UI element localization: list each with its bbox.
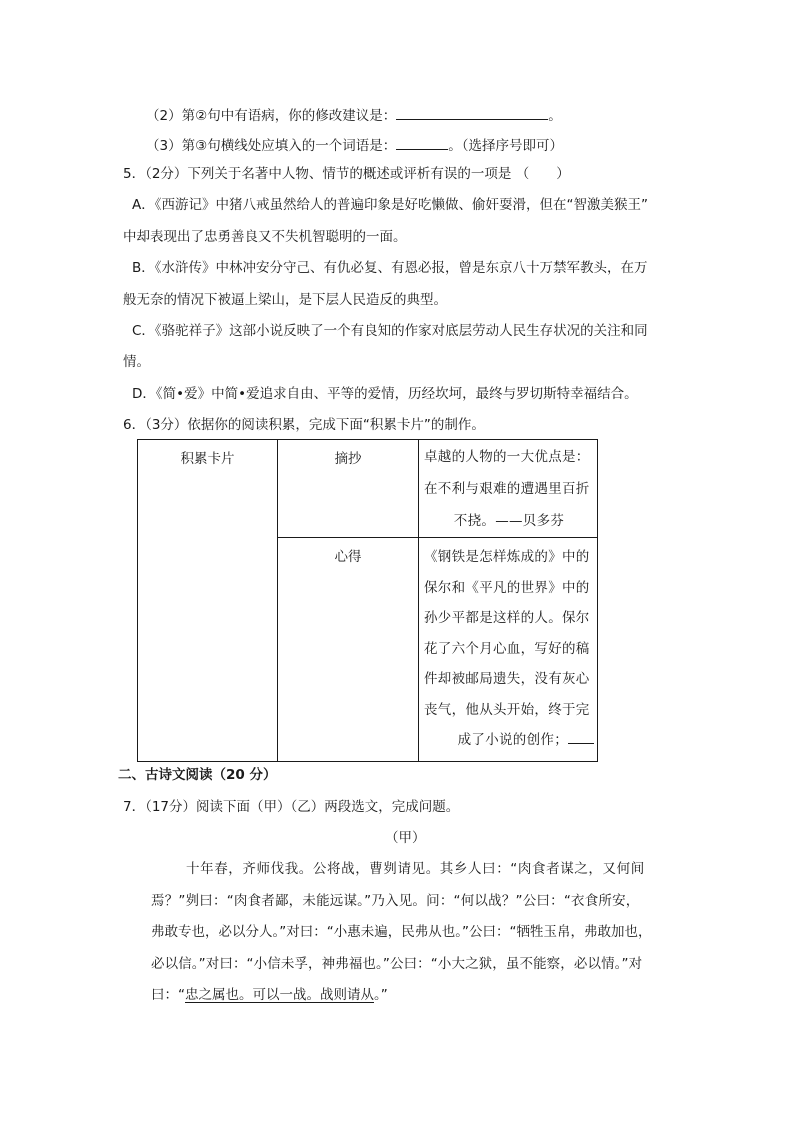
passage-label: （甲） — [385, 830, 426, 846]
excerpt-line: 不挠。——贝多芬 — [453, 513, 565, 529]
insight-line: 保尔和《平凡的世界》中的 — [424, 579, 590, 596]
card-title-cell — [138, 440, 278, 762]
underlined-sentence: 忠之属也。可以一战。战则请从 — [185, 987, 374, 1003]
excerpt-line: 在不利与艰难的遭遇里百折 — [424, 481, 590, 497]
q5-option-d: D．《简•爱》中简•爱追求自由、平等的爱情，历经坎坷，最终与罗切斯特幸福结合。 — [132, 386, 638, 402]
q4-sub3: （3）第③句横线处应填入的一个词语是： 。（选择序号即可） — [146, 135, 563, 155]
q5-option-c: C．《骆驼祥子》这部小说反映了一个有良知的作家对底层劳动人民生存状况的关注和同 — [132, 323, 648, 339]
insight-cell — [419, 538, 598, 762]
section-heading: 二、古诗文阅读（20 分） — [118, 767, 277, 783]
passage-line: 焉？”刿曰：“肉食者鄙，未能远谋。”乃入见。问：“何以战？”公曰：“衣食所安， — [151, 893, 640, 909]
q5-option-b-cont: 般无奈的情况下被逼上梁山，是下层人民造反的典型。 — [123, 292, 447, 308]
insight-label-cell — [278, 538, 419, 762]
answer-blank[interactable] — [396, 135, 448, 150]
excerpt-line: 卓越的人物的一大优点是： — [424, 449, 590, 465]
insight-line: 件却被邮局遗失，没有灰心 — [424, 671, 590, 687]
q6-stem: 6．（3分）依据你的阅读积累，完成下面“积累卡片”的制作。 — [123, 417, 485, 433]
insight-line: 花了六个月心血，写好的稿 — [424, 640, 590, 657]
q5-option-a: A．《西游记》中猪八戒虽然给人的普遍印象是好吃懒做、偷奸耍滑，但在“智激美猴王” — [132, 197, 648, 213]
insight-line-last: 成了小说的创作； — [424, 725, 594, 756]
insight-line: 《钢铁是怎样炼成的》中的 — [424, 549, 590, 565]
excerpt-label-cell — [278, 440, 419, 538]
card-title: 积累卡片 — [180, 451, 235, 467]
answer-blank[interactable] — [396, 105, 548, 120]
insight-label: 心得 — [334, 549, 362, 565]
accumulation-card-table — [137, 439, 598, 762]
excerpt-label: 摘抄 — [334, 451, 362, 467]
passage-line: 必以信。”对曰：“小信未孚，神弗福也。”公曰：“小大之狱，虽不能察，必以情。”对 — [151, 956, 643, 972]
q5-option-b: B．《水浒传》中林冲安分守己、有仇必复、有恩必报，曾是东京八十万禁军教头，在万 — [132, 260, 648, 276]
q5-option-a-cont: 中却表现出了忠勇善良又不失机智聪明的一面。 — [123, 229, 407, 245]
q5-stem: 5．（2分）下列关于名著中人物、情节的概述或评析有误的一项是 （ ） — [123, 166, 570, 182]
q7-stem: 7．（17分）阅读下面（甲）（乙）两段选文，完成问题。 — [123, 799, 460, 815]
insight-line: 孙少平都是这样的人。保尔 — [424, 610, 590, 626]
passage-line-last: 曰：“忠之属也。可以一战。战则请从。” — [151, 987, 388, 1003]
excerpt-cell — [419, 440, 598, 538]
answer-blank[interactable] — [568, 729, 594, 744]
insight-line: 丧气，他从头开始，终于完 — [424, 701, 590, 718]
q5-option-c-cont: 情。 — [123, 354, 150, 370]
passage-line: 弗敢专也，必以分人。”对曰：“小惠未遍，民弗从也。”公曰：“牺牲玉帛，弗敢加也， — [151, 924, 652, 940]
passage-line: 十年春，齐师伐我。公将战，曹刿请见。其乡人曰：“肉食者谋之，又何间 — [186, 861, 645, 877]
q4-sub2: （2）第②句中有语病，你的修改建议是： 。 — [146, 105, 562, 125]
